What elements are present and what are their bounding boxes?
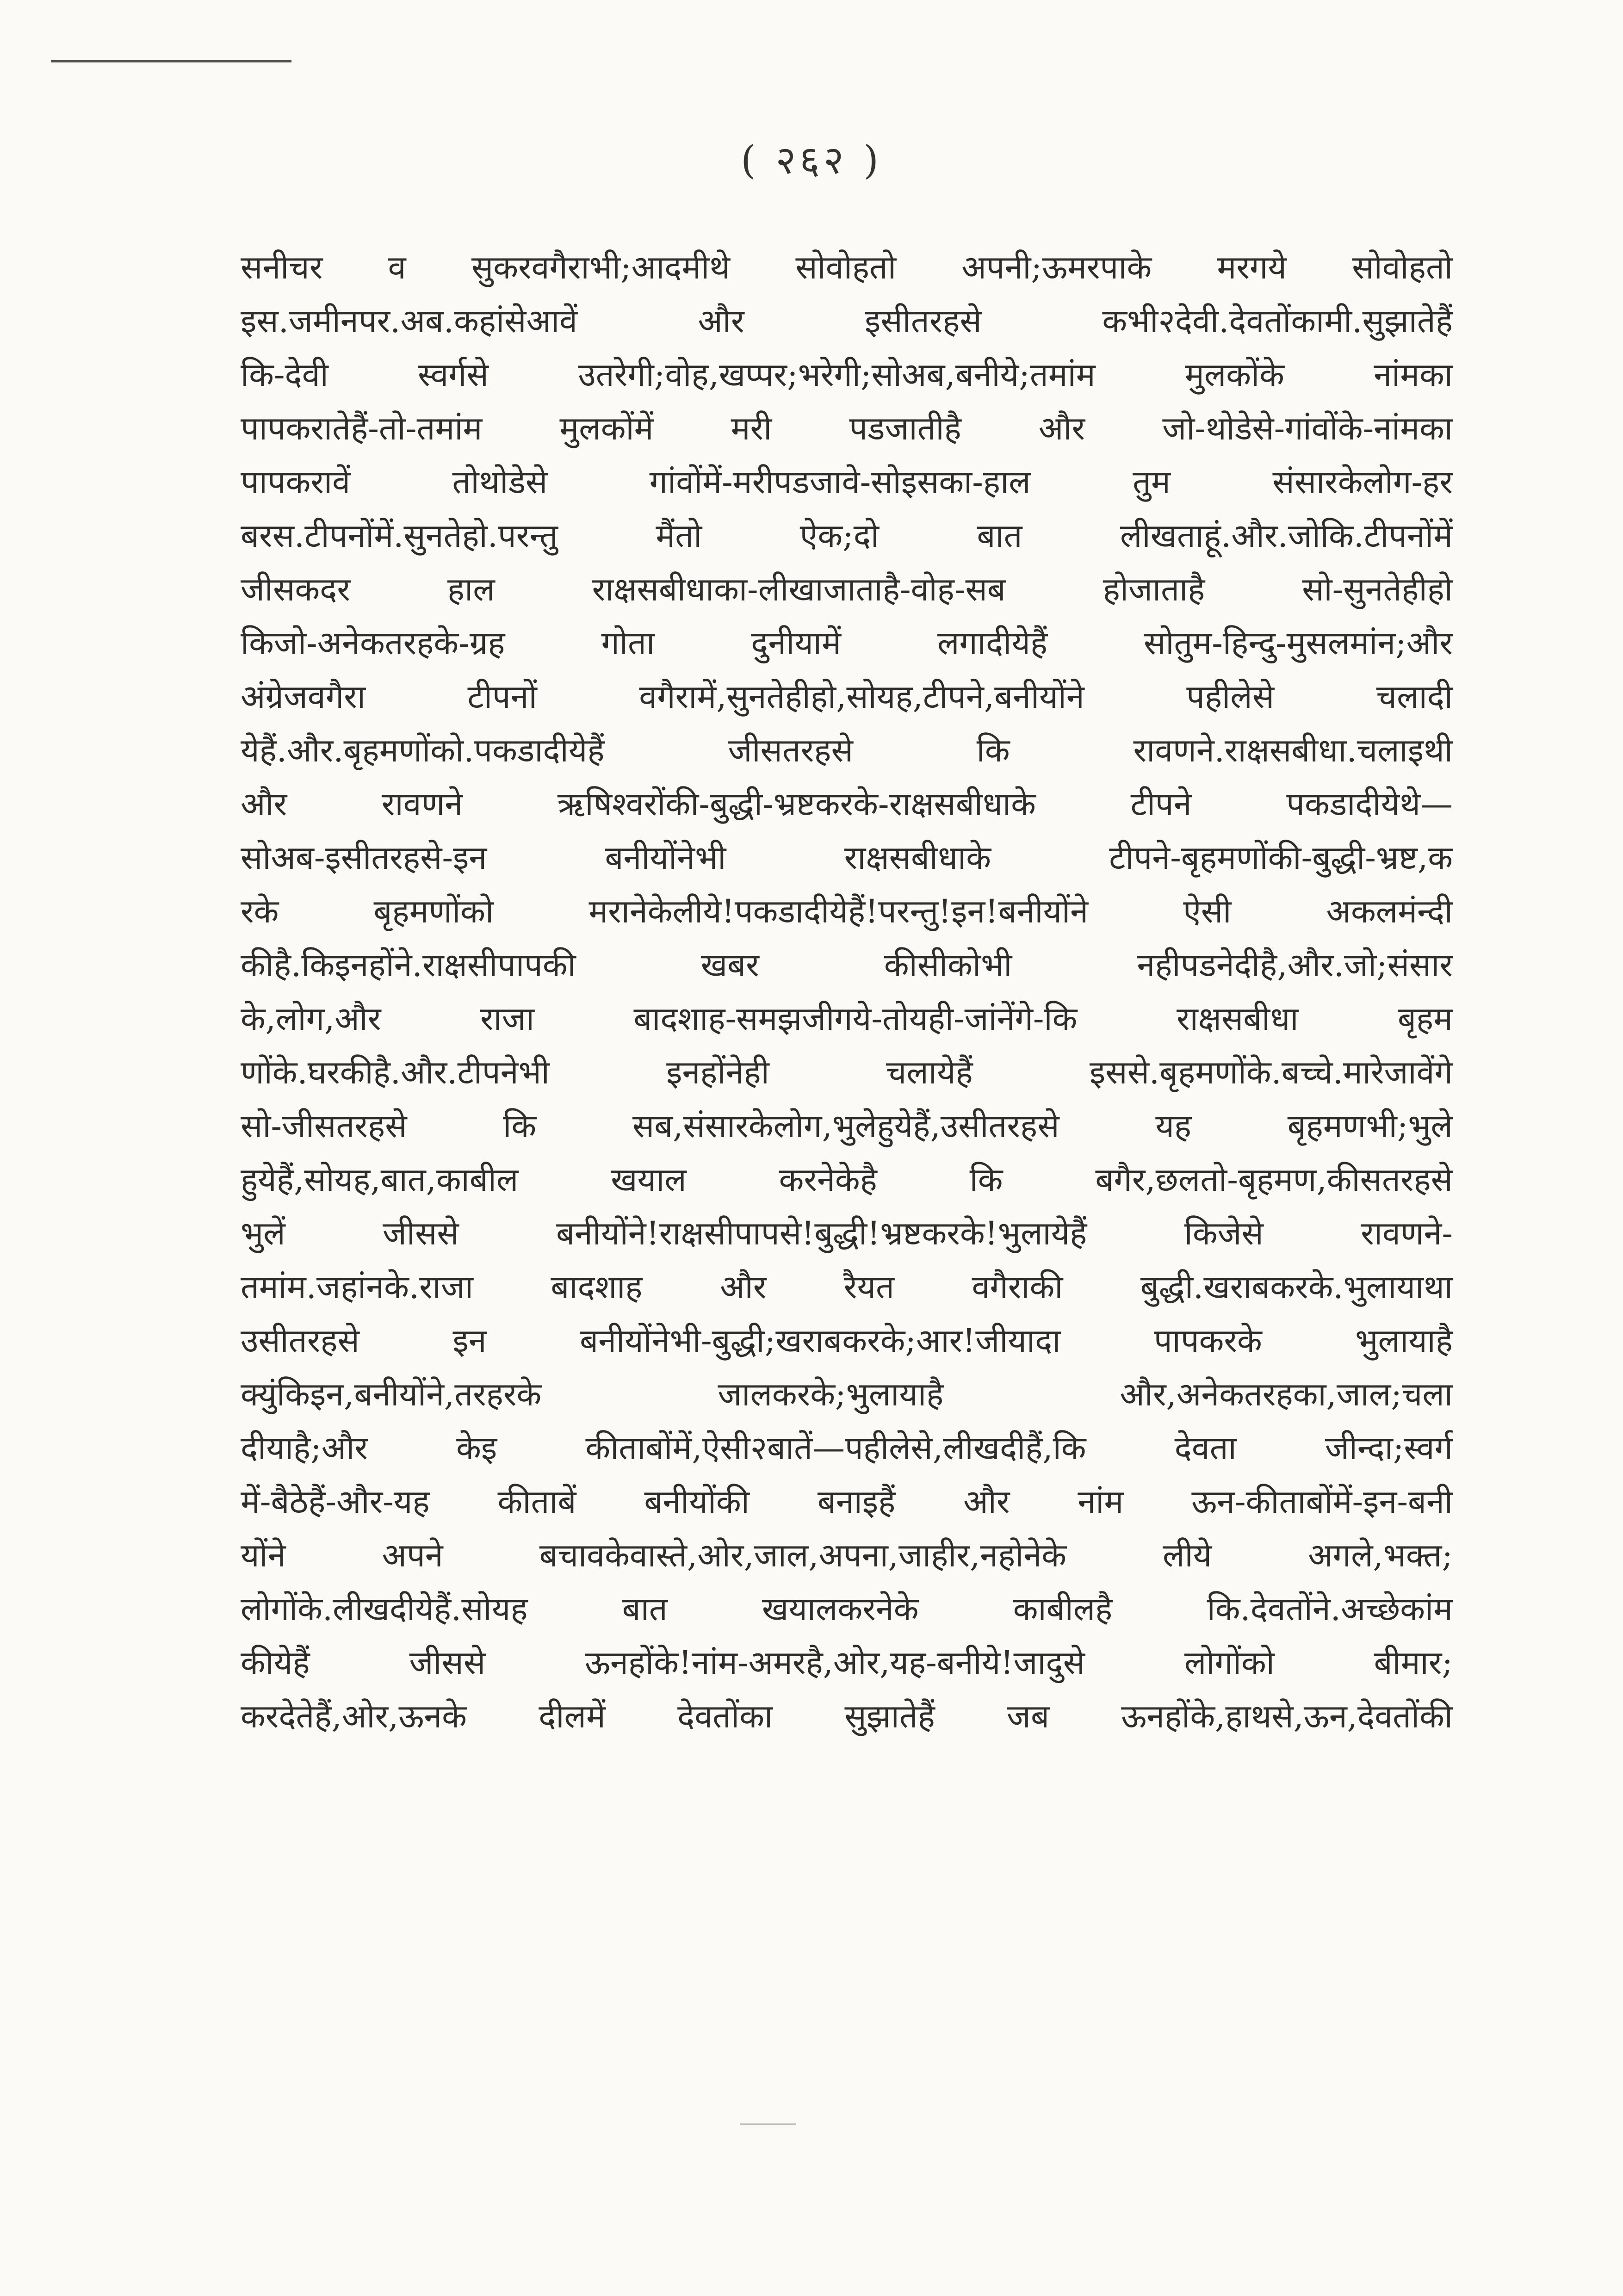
text-line: योंने अपने बचावकेवास्ते,ओर,जाल,अपना,जाहीर,नहोनेके लीये अगले,भक्त; [241, 1536, 1453, 1574]
text-line: इस.जमीनपर.अब.कहांसेआवें और इसीतरहसे कभी२देवी.देवतोंकामी.सुझातेहैं [241, 302, 1453, 340]
text-line: हुयेहैं,सोयह,बात,काबील खयाल करनेकेहै कि बगैर,छलतो-बृहमण,कीसतरहसे [241, 1161, 1453, 1199]
text-line: जीसकदर हाल राक्षसबीधाका-लीखाजाताहै-वोह-सब होजाताहै सो-सुनतेहीहो [241, 570, 1453, 608]
body-text [241, 241, 1453, 1743]
text-line: पापकरावें तोथोडेसे गांवोंमें-मरीपडजावे-सोइसका-हाल तुम संसारकेलोग-हर [241, 463, 1453, 501]
text-line: तमांम.जहांनके.राजा बादशाह और रैयत वगैराकी बुद्धी.खराबकरके.भुलायाथा [241, 1268, 1453, 1306]
text-line: के,लोग,और राजा बादशाह-समझजीगये-तोयही-जांनेंगे-कि राक्षसबीधा बृहम [241, 1000, 1453, 1038]
text-line: में-बैठेहैं-और-यह कीताबें बनीयोंकी बनाइहैं और नांम ऊन-कीताबोंमें-इन-बनी [241, 1483, 1453, 1521]
text-line: कीयेहैं जीससे ऊनहोंके!नांम-अमरहै,ओर,यह-बनीये!जादुसे लोगोंको बीमार; [241, 1644, 1453, 1682]
text-line: भुलें जीससे बनीयोंने!राक्षसीपापसे!बुद्धी!भ्रष्टकरके!भुलायेहैं किजेसे रावणने- [241, 1214, 1453, 1252]
footer-mark [740, 2123, 796, 2125]
text-line: रके बृहमणोंको मरानेकेलीये!पकडादीयेहैं!परन्तु!इन!बनीयोंने ऐसी अकलमंन्दी [241, 892, 1453, 930]
text-line: बरस.टीपनोंमें.सुनतेहो.परन्तु मैंतो ऐक;दो बात लीखताहूं.और.जोकि.टीपनोंमें [241, 517, 1453, 555]
text-line: कीहै.किइनहोंने.राक्षसीपापकी खबर कीसीकोभी नहीपडनेदीहै,और.जो;संसार [241, 946, 1453, 984]
text-line: कि-देवी स्वर्गसे उतरेगी;वोह,खप्पर;भरेगी;सोअब,बनीये;तमांम मुलकोंके नांमका [241, 356, 1453, 394]
text-line: णोंके.घरकीहै.और.टीपनेभी इनहोंनेही चलायेहैं इससे.बृहमणोंके.बच्चे.मारेजावेंगे [241, 1053, 1453, 1091]
text-line: येहैं.और.बृहमणोंको.पकडादीयेहैं जीसतरहसे कि रावणने.राक्षसबीधा.चलाइथी [241, 731, 1453, 769]
page-number: ( २६२ ) [741, 137, 882, 183]
text-line: दीयाहै;और केइ कीताबोंमें,ऐसी२बातें—पहीलेसे,लीखदीहैं,कि देवता जीन्दा;स्वर्ग [241, 1429, 1453, 1467]
text-line: सो-जीसतरहसे कि सब,संसारकेलोग,भुलेहुयेहैं,उसीतरहसे यह बृहमणभी;भुले [241, 1107, 1453, 1145]
text-line: क्युंकिइन,बनीयोंने,तरहरके जालकरके;भुलायाहै और,अनेकतरहका,जाल;चला [241, 1375, 1453, 1413]
text-line: अंग्रेजवगैरा टीपनों वगैरामें,सुनतेहीहो,सोयह,टीपने,बनीयोंने पहीलेसे चलादी [241, 678, 1453, 716]
text-line: उसीतरहसे इन बनीयोंनेभी-बुद्धी;खराबकरके;आर!जीयादा पापकरके भुलायाहै [241, 1322, 1453, 1360]
text-line: सोअब-इसीतरहसे-इन बनीयोंनेभी राक्षसबीधाके टीपने-बृहमणोंकी-बुद्धी-भ्रष्ट,क [241, 839, 1453, 877]
text-line: पापकरातेहैं-तो-तमांम मुलकोंमें मरी पडजातीहै और जो-थोडेसे-गांवोंके-नांमका [241, 409, 1453, 447]
header-rule [51, 60, 291, 62]
text-line: और रावणने ऋषिश्वरोंकी-बुद्धी-भ्रष्टकरके-राक्षसबीधाके टीपने पकडादीयेथे— [241, 785, 1453, 823]
text-line: लोगोंके.लीखदीयेहैं.सोयह बात खयालकरनेके काबीलहै कि.देवतोंने.अच्छेकांम [241, 1590, 1453, 1628]
text-line: किजो-अनेकतरहके-ग्रह गोता दुनीयामें लगादीयेहैं सोतुम-हिन्दु-मुसलमांन;और [241, 624, 1453, 662]
text-line: करदेतेहैं,ओर,ऊनके दीलमें देवतोंका सुझातेहैं जब ऊनहोंके,हाथसे,ऊन,देवतोंकी [241, 1697, 1453, 1735]
text-line: सनीचर व सुकरवगैराभी;आदमीथे सोवोहतो अपनी;ऊमरपाके मरगये सोवोहतो [241, 248, 1453, 286]
